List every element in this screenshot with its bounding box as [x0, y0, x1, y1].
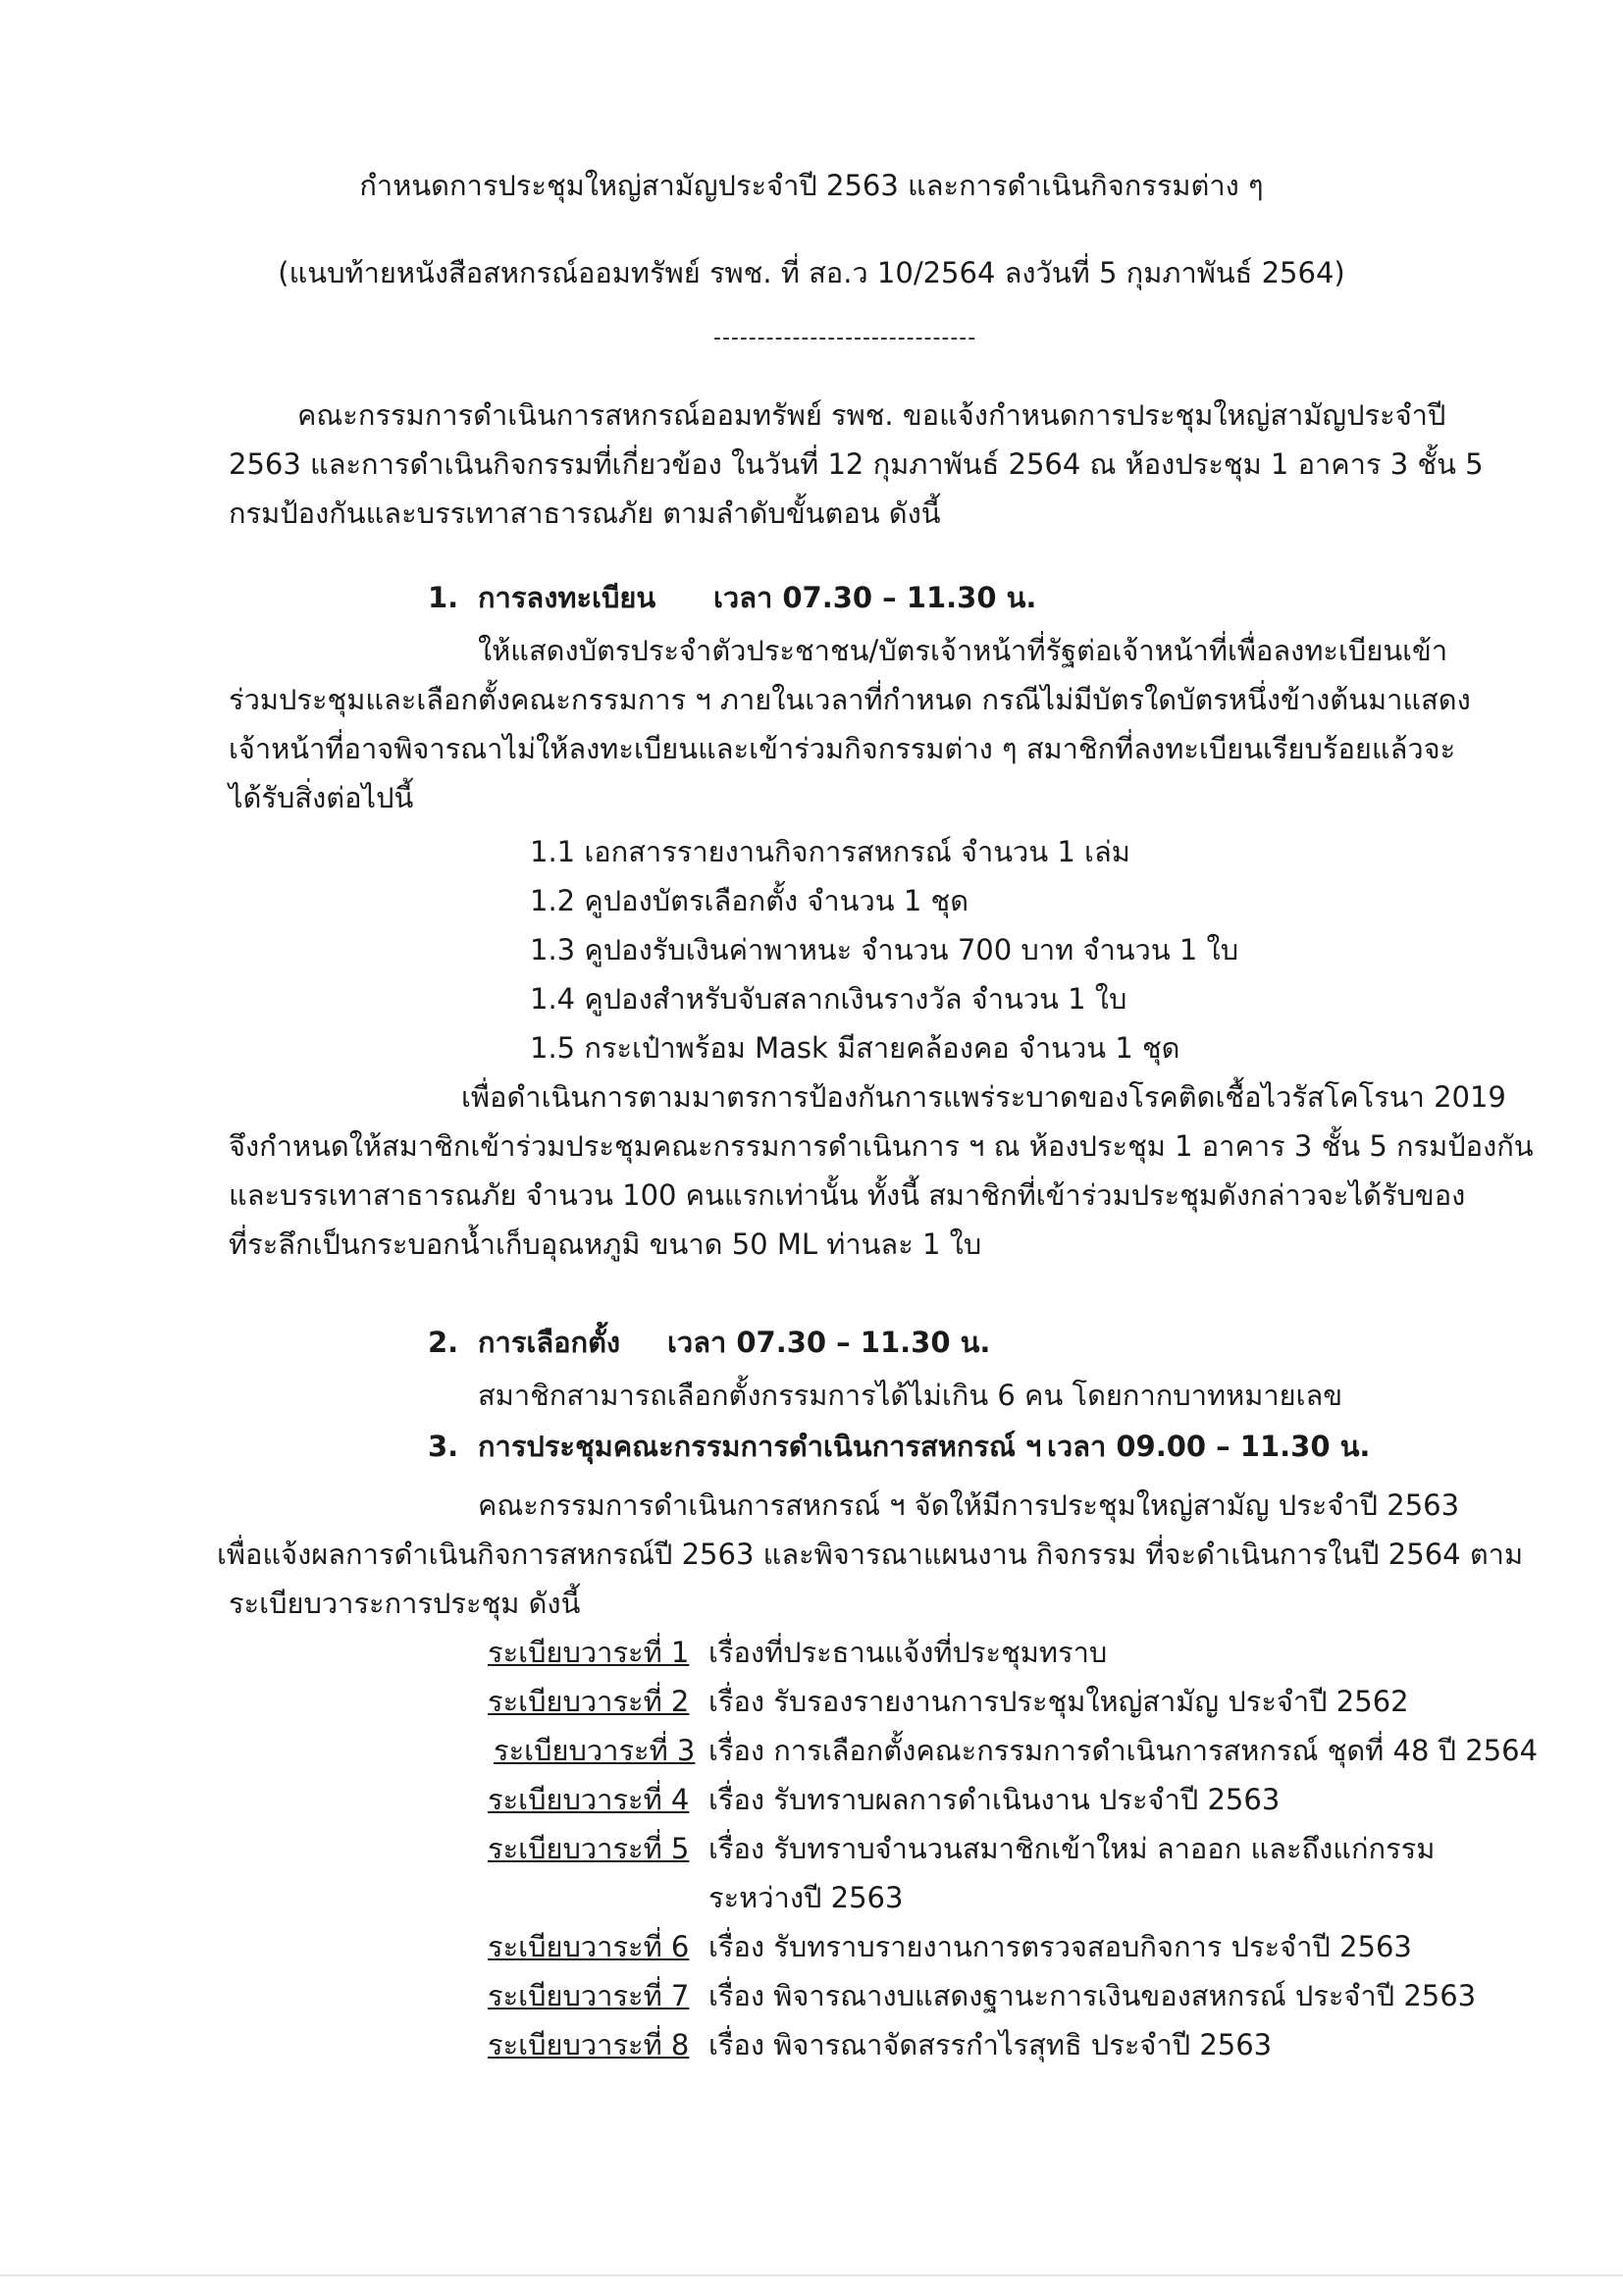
agenda-number: ระเบียบวาระที่ 3 — [494, 1734, 696, 1767]
agenda-number: ระเบียบวาระที่ 2 — [488, 1685, 690, 1718]
intro-line-1: คณะกรรมการดำเนินการสหกรณ์ออมทรัพย์ รพช. ขอแจ้งกำหนดการประชุมใหญ่สามัญประจำปี — [297, 398, 1446, 432]
section-2-number: 2. — [428, 1326, 459, 1359]
agenda-text: เรื่อง รับทราบผลการดำเนินงาน ประจำปี 2563 — [708, 1783, 1281, 1816]
section-3-body-line-2: เพื่อแจ้งผลการดำเนินกิจการสหกรณ์ปี 2563 และพิจารณาแผนงาน กิจกรรม ที่จะดำเนินการในปี 2564 ตาม — [217, 1538, 1524, 1571]
agenda-number: ระเบียบวาระที่ 7 — [488, 1979, 690, 2012]
section-1-number: 1. — [428, 581, 459, 614]
agenda-text: เรื่อง พิจารณาจัดสรรกำไรสุทธิ ประจำปี 2563 — [708, 2028, 1273, 2061]
covid-note-line-3: และบรรเทาสาธารณภัย จำนวน 100 คนแรกเท่านั้น ทั้งนี้ สมาชิกที่เข้าร่วมประชุมดังกล่าวจะได้รับของ — [229, 1178, 1466, 1212]
section-3-time: เวลา 09.00 – 11.30 น. — [1047, 1430, 1371, 1463]
scan-edge-line — [0, 2274, 1623, 2276]
section-3-body-line-3: ระเบียบวาระการประชุม ดังนี้ — [229, 1587, 581, 1620]
section-1-body-line-1: ให้แสดงบัตรประจำตัวประชาชน/บัตรเจ้าหน้าที่รัฐต่อเจ้าหน้าที่เพื่อลงทะเบียนเข้า — [478, 634, 1448, 667]
document-title: กำหนดการประชุมใหญ่สามัญประจำปี 2563 และการดำเนินกิจกรรมต่าง ๆ — [359, 169, 1264, 202]
agenda-text: เรื่องที่ประธานแจ้งที่ประชุมทราบ — [708, 1636, 1108, 1669]
agenda-number: ระเบียบวาระที่ 6 — [488, 1930, 690, 1963]
section-2-title: การเลือกตั้ง — [478, 1326, 621, 1359]
section-1-body-line-4: ได้รับสิ่งต่อไปนี้ — [229, 781, 414, 814]
agenda-text: เรื่อง รับทราบรายงานการตรวจสอบกิจการ ประจำปี 2563 — [708, 1930, 1412, 1963]
agenda-text: เรื่อง พิจารณางบแสดงฐานะการเงินของสหกรณ์ ประจำปี 2563 — [708, 1979, 1477, 2012]
agenda-number: ระเบียบวาระที่ 1 — [488, 1636, 690, 1669]
section-3-title: การประชุมคณะกรรมการดำเนินการสหกรณ์ ฯ — [478, 1430, 1042, 1463]
document-subtitle: (แนบท้ายหนังสือสหกรณ์ออมทรัพย์ รพช. ที่ สอ.ว 10/2564 ลงวันที่ 5 กุมภาพันธ์ 2564) — [278, 256, 1345, 289]
section-1-item: 1.2 คูปองบัตรเลือกตั้ง จำนวน 1 ชุด — [530, 884, 969, 917]
section-1-item: 1.5 กระเป๋าพร้อม Mask มีสายคล้องคอ จำนวน 1 ชุด — [530, 1031, 1180, 1065]
covid-note-line-2: จึงกำหนดให้สมาชิกเข้าร่วมประชุมคณะกรรมการดำเนินการ ฯ ณ ห้องประชุม 1 อาคาร 3 ชั้น 5 กรมป้องกัน — [229, 1129, 1534, 1163]
separator: ------------------------------ — [713, 326, 977, 350]
section-1-title: การลงทะเบียน — [478, 581, 656, 614]
section-3-body-line-1: คณะกรรมการดำเนินการสหกรณ์ ฯ จัดให้มีการประชุมใหญ่สามัญ ประจำปี 2563 — [478, 1488, 1460, 1522]
agenda-text: เรื่อง รับทราบจำนวนสมาชิกเข้าใหม่ ลาออก และถึงแก่กรรม — [708, 1832, 1436, 1865]
section-1-item: 1.3 คูปองรับเงินค่าพาหนะ จำนวน 700 บาท จำนวน 1 ใบ — [530, 933, 1239, 966]
covid-note-line-4: ที่ระลึกเป็นกระบอกน้ำเก็บอุณหภูมิ ขนาด 50 ML ท่านละ 1 ใบ — [229, 1227, 982, 1261]
agenda-text-continued: ระหว่างปี 2563 — [708, 1881, 904, 1914]
agenda-text: เรื่อง การเลือกตั้งคณะกรรมการดำเนินการสหกรณ์ ชุดที่ 48 ปี 2564 — [708, 1734, 1539, 1767]
agenda-text: เรื่อง รับรองรายงานการประชุมใหญ่สามัญ ประจำปี 2562 — [708, 1685, 1409, 1718]
section-1-body-line-3: เจ้าหน้าที่อาจพิจารณาไม่ให้ลงทะเบียนและเข้าร่วมกิจกรรมต่าง ๆ สมาชิกที่ลงทะเบียนเรียบร้อยแล้วจะ — [229, 732, 1456, 765]
agenda-number: ระเบียบวาระที่ 8 — [488, 2028, 690, 2061]
intro-line-3: กรมป้องกันและบรรเทาสาธารณภัย ตามลำดับขั้นตอน ดังนี้ — [229, 496, 941, 530]
section-2-body: สมาชิกสามารถเลือกตั้งกรรมการได้ไม่เกิน 6 คน โดยกากบาทหมายเลข — [478, 1379, 1343, 1412]
section-1-item: 1.1 เอกสารรายงานกิจการสหกรณ์ จำนวน 1 เล่ม — [530, 835, 1130, 868]
intro-line-2: 2563 และการดำเนินกิจกรรมที่เกี่ยวข้อง ในวันที่ 12 กุมภาพันธ์ 2564 ณ ห้องประชุม 1 อาคาร 3 ชั้น 5 — [229, 447, 1484, 481]
section-1-item: 1.4 คูปองสำหรับจับสลากเงินรางวัล จำนวน 1 ใบ — [530, 982, 1127, 1016]
section-1-time: เวลา 07.30 – 11.30 น. — [713, 581, 1037, 614]
agenda-number: ระเบียบวาระที่ 4 — [488, 1783, 690, 1816]
agenda-number: ระเบียบวาระที่ 5 — [488, 1832, 690, 1865]
section-2-time: เวลา 07.30 – 11.30 น. — [667, 1326, 991, 1359]
section-3-number: 3. — [428, 1430, 459, 1463]
covid-note-line-1: เพื่อดำเนินการตามมาตรการป้องกันการแพร่ระบาดของโรคติดเชื้อไวรัสโคโรนา 2019 — [461, 1080, 1506, 1114]
section-1-body-line-2: ร่วมประชุมและเลือกตั้งคณะกรรมการ ฯ ภายในเวลาที่กำหนด กรณีไม่มีบัตรใดบัตรหนึ่งข้างต้นมาแสดง — [229, 683, 1471, 716]
